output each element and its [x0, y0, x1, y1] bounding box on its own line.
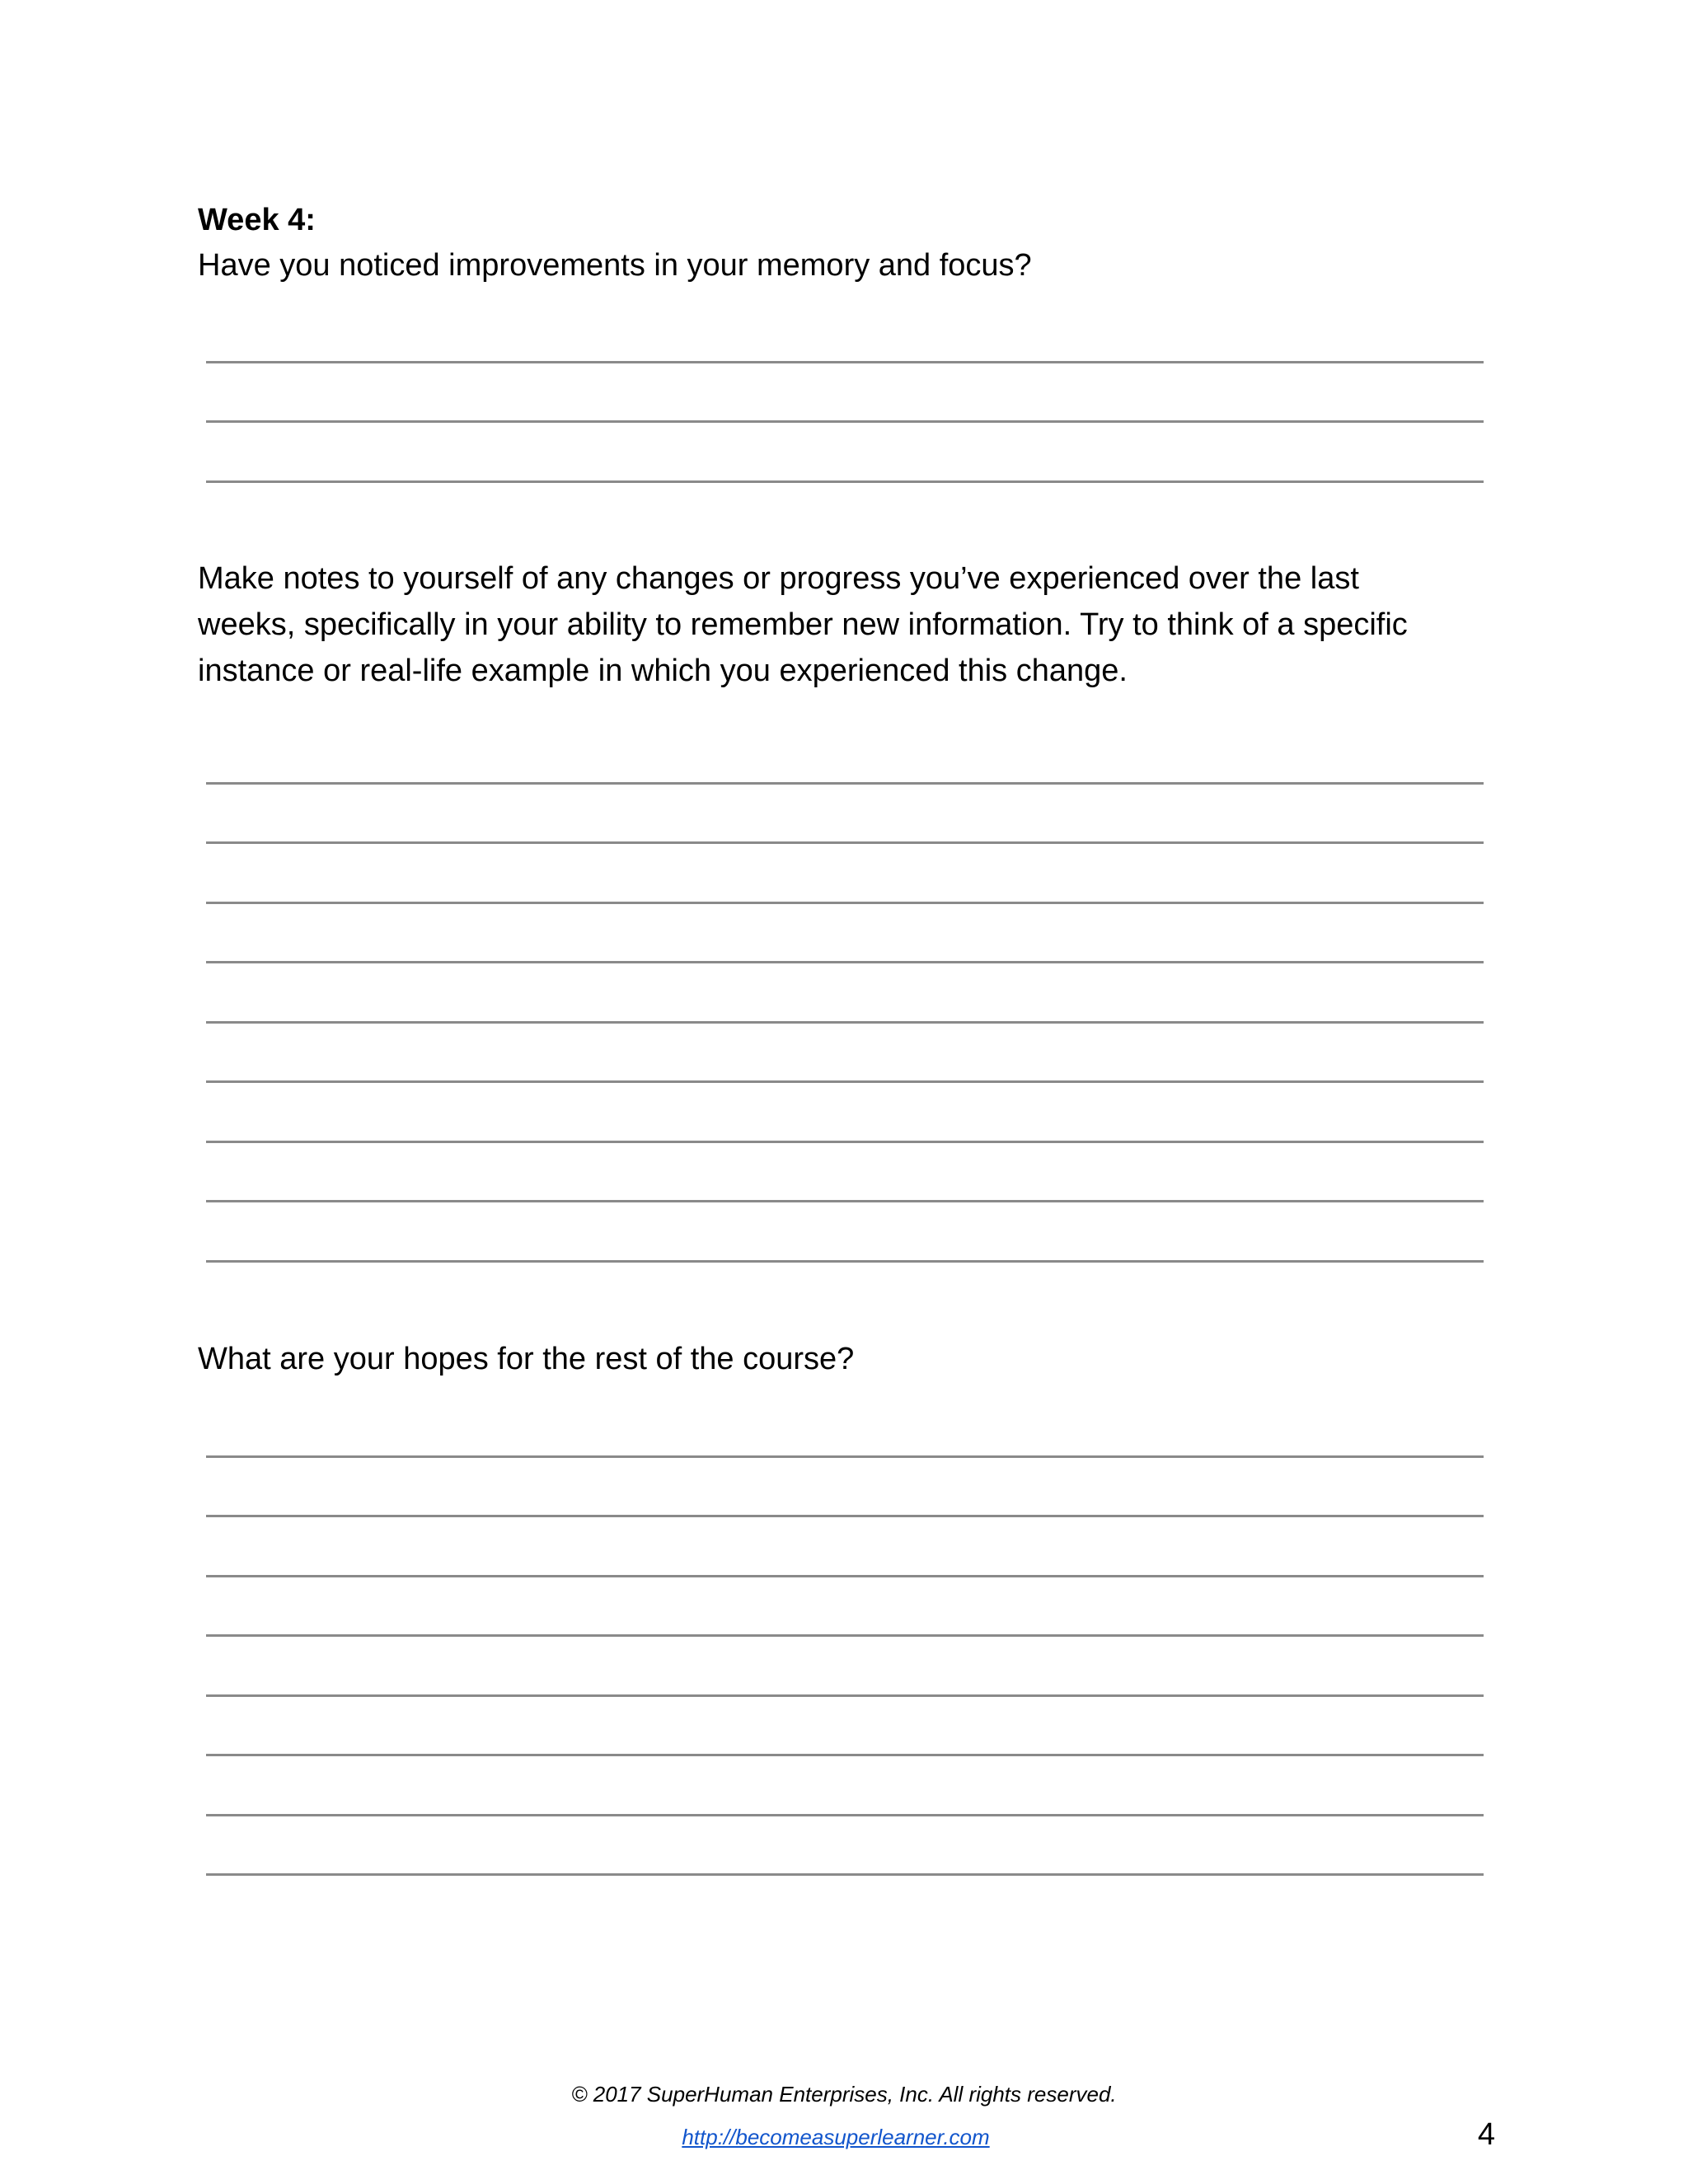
answer-line[interactable] — [206, 1515, 1484, 1517]
page-number: 4 — [1477, 2117, 1495, 2152]
answer-line[interactable] — [206, 420, 1484, 423]
answer-line[interactable] — [206, 1455, 1484, 1458]
answer-line[interactable] — [206, 1814, 1484, 1816]
answer-line[interactable] — [206, 480, 1484, 483]
answer-line[interactable] — [206, 1754, 1484, 1756]
answer-line[interactable] — [206, 361, 1484, 363]
week-question: Have you noticed improvements in your memory and focus? — [198, 248, 1032, 283]
answer-line[interactable] — [206, 1575, 1484, 1577]
answer-line[interactable] — [206, 782, 1484, 785]
answer-line[interactable] — [206, 1141, 1484, 1143]
answer-line[interactable] — [206, 841, 1484, 844]
answer-line[interactable] — [206, 1694, 1484, 1697]
week-heading: Week 4: — [198, 203, 316, 237]
answer-line[interactable] — [206, 1080, 1484, 1083]
notes-line-3: instance or real-life example in which you experienced this change. — [198, 654, 1128, 688]
answer-line[interactable] — [206, 1200, 1484, 1202]
answer-line[interactable] — [206, 961, 1484, 963]
answer-line[interactable] — [206, 1021, 1484, 1024]
notes-line-1: Make notes to yourself of any changes or progress you’ve experienced over the last — [198, 561, 1359, 596]
answer-line[interactable] — [206, 1260, 1484, 1263]
answer-line[interactable] — [206, 902, 1484, 904]
hopes-question: What are your hopes for the rest of the course? — [198, 1342, 855, 1376]
answer-line[interactable] — [206, 1634, 1484, 1637]
footer-link[interactable]: http://becomeasuperlearner.com — [682, 2125, 990, 2149]
footer-copyright: © 2017 SuperHuman Enterprises, Inc. All rights reserved. — [571, 2082, 1117, 2107]
notes-line-2: weeks, specifically in your ability to remember new information. Try to think of a specific — [198, 607, 1408, 642]
answer-line[interactable] — [206, 1873, 1484, 1876]
